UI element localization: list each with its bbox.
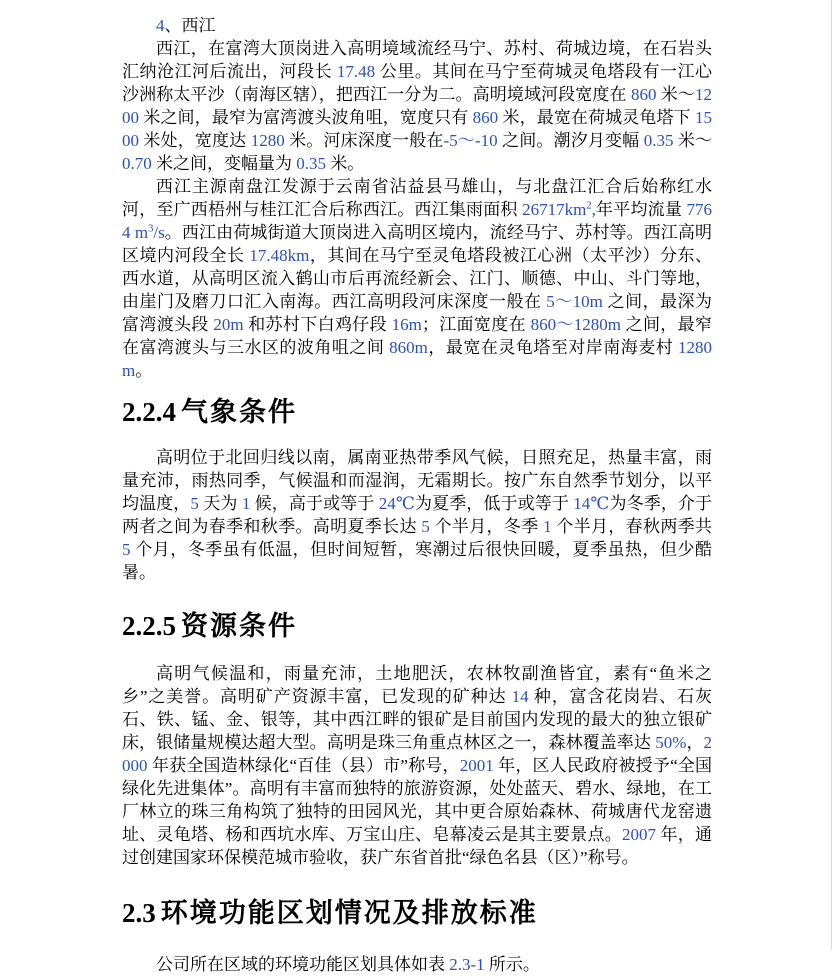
list-item-4-xijiang (122, 14, 712, 37)
text-run-latin: 7764 m (122, 200, 713, 242)
text-run-latin: /s (153, 223, 165, 242)
text-run: 之间，最深为富湾渡头段 (122, 292, 713, 334)
text-run-latin: 0.35 (643, 131, 674, 150)
text-run-latin: 1 (543, 517, 552, 536)
text-run: 高明位于北回归线以南，属南亚热带季风气候，日照充足，热量丰富，雨量充沛，雨热同季，气候温和而湿润，无霜期长。按广东自然季节划分，以平均温度， (122, 448, 712, 513)
text-run-latin: 0.35 (296, 154, 326, 173)
text-run: 年平均流量 (595, 200, 687, 219)
section-heading-2-2-5 (122, 610, 712, 642)
text-run: 和苏村下白鸡仔段 (243, 315, 392, 334)
text-run: 气象条件 (181, 397, 297, 427)
text-run-latin: 5 (190, 494, 199, 513)
text-run: 之间。潮汐月变幅 (497, 131, 644, 150)
text-run-latin: 1500 (122, 108, 713, 150)
text-run-hnum: 2.2.5 (122, 611, 176, 641)
text-run: 公司所在区域的环境功能区划具体如表 (156, 955, 450, 974)
text-run: 资源条件 (181, 611, 297, 641)
text-run: 米～ (656, 85, 696, 104)
text-run-latin: 860～1280m (530, 315, 621, 334)
text-run: ；江面宽度在 (421, 315, 531, 334)
text-run: 个半月，春秋两季共 (551, 517, 713, 536)
text-run: 公里。其间在马宁至荷城灵龟塔段有一江心沙洲称太平沙（南海区辖），把西江一分为二。高明境域河段宽度在 (122, 62, 713, 104)
text-run-latin: 17.48 (336, 62, 376, 81)
text-run: 候，高于或等于 (250, 494, 379, 513)
paragraph-climate-conditions (122, 446, 712, 584)
text-run: 米处，宽度达 (139, 131, 251, 150)
text-run-latin: 2.3-1 (449, 955, 485, 974)
text-run-latin: 2007 (622, 825, 657, 844)
text-run-hnum: 2.3 (122, 898, 156, 928)
text-run: 米～ (673, 131, 713, 150)
text-run: 西江，在富湾大顶岗进入高明境域流经马宁、苏村、荷城边境，在石岩头汇纳沧江河后流出，河段长 (122, 39, 712, 81)
text-run: 年，通过创建国家环保模范城市验收，获广东省首批“绿色名县（区）”称号。 (122, 825, 713, 867)
text-run: ，其间在马宁至灵龟塔段被江心洲（太平沙）分东、西水道，从高明区流入鹤山市后再流经新会、江门、顺德、中山、斗门等地，由崖门及磨刀口汇入南海。西江高明段河床深度一般在 (122, 246, 713, 311)
text-run-latin: 5 (122, 540, 131, 559)
text-run-latin: 5～10m (546, 292, 603, 311)
text-run-hnum: 2.2.4 (122, 397, 176, 427)
text-run-latin: 50% (655, 733, 687, 752)
text-run-latin: 14℃ (573, 494, 610, 513)
text-run: 、西江 (164, 16, 216, 35)
text-run: 为夏季，低于或等于 (415, 494, 574, 513)
text-run-latin: 20m (213, 315, 244, 334)
text-run-latin: 860 (630, 85, 657, 104)
text-run: 米。河床深度一般在 (284, 131, 444, 150)
text-run-latin: 2001 (459, 756, 494, 775)
text-run: 种，富含花岗岩、石灰石、铁、锰、金、银等，其中西江畔的银矿是目前国内发现的最大的独立银矿床，银储量规模达超大型。高明是珠三角重点林区之一，森林覆盖率达 (122, 687, 712, 752)
text-run-sup: 2 (586, 200, 592, 212)
section-heading-2-2-4 (122, 396, 712, 428)
text-run-latin: 2000 (122, 733, 713, 775)
text-run-latin: 1280m (122, 338, 713, 380)
text-run: 米。 (326, 154, 365, 173)
text-run: ，最宽在灵龟塔至对岸南海麦村 (427, 338, 679, 357)
paragraph-resource-conditions (122, 662, 712, 869)
text-run-latin: 1280 (250, 131, 285, 150)
text-run: 天为 (198, 494, 242, 513)
text-run: ， (686, 733, 704, 752)
text-run: 环境功能区划情况及排放标准 (160, 898, 538, 928)
page-right-edge-line (831, 0, 832, 949)
text-run: 高明气候温和，雨量充沛，土地肥沃，农林牧副渔皆宜，素有“鱼米之乡”之美誉。高明矿产资源丰富，已发现的矿种达 (122, 664, 712, 706)
text-run: 米之间，最窄为富湾渡头波角咀，宽度只有 (139, 108, 473, 127)
text-run-latin: 24℃ (378, 494, 415, 513)
text-run-latin: 1200 (122, 85, 713, 127)
text-run: 之间，最窄在富湾渡头与三水区的波角咀之间 (122, 315, 713, 357)
paragraph-zoning-intro (122, 953, 712, 976)
text-run-latin: 5 (421, 517, 430, 536)
text-run: 为冬季，介于两者之间为春季和秋季。高明夏季长达 (122, 494, 713, 536)
paragraph-xijiang-overview (122, 37, 712, 175)
text-run-latin: 14 (511, 687, 529, 706)
text-run: 米之间，变幅量为 (151, 154, 297, 173)
text-run-latin: -5～-10 (443, 131, 498, 150)
section-heading-2-3 (122, 897, 712, 929)
text-run-latin: 16m (391, 315, 422, 334)
text-run-latin: 860 (472, 108, 499, 127)
text-run: 。西江由荷城街道大顶岗进入高明区境内，流经马宁、苏村等。西江高明区境内河段全长 (122, 223, 712, 265)
text-run-sup: 3 (148, 223, 154, 235)
text-run-latin: 1 (241, 494, 251, 513)
text-run-latin: , (591, 200, 596, 219)
text-run-latin: 860m (389, 338, 428, 357)
text-run: 。 (135, 361, 153, 380)
text-run: 年，区人民政府被授予“全国绿化先进集体”。高明有丰富而独特的旅游资源，处处蓝天、碧水、绿地，在工厂林立的珠三角构筑了独特的田园风光，其中更合原始森林、荷城唐代龙窑遗址、灵龟塔、杨和西坑水库、万宝山庄、皂幕凌云是其主要景点。 (122, 756, 713, 844)
paragraph-xijiang-source (122, 175, 712, 382)
text-run-latin: 17.48km (249, 246, 310, 265)
text-run: 米，最宽在荷城灵龟塔下 (498, 108, 696, 127)
text-run-latin: 26717km (522, 200, 587, 219)
text-run: 所示。 (484, 955, 540, 974)
text-run: 西江主源南盘江发源于云南省沾益县马雄山，与北盘江汇合后始称红水河，至广西梧州与桂江汇合后称西江。西江集雨面积 (122, 177, 712, 219)
text-run: 个半月，冬季 (429, 517, 544, 536)
text-run: 年获全国造林绿化“百佳（县）市”称号， (147, 756, 460, 775)
text-run-latin: 4 (156, 16, 165, 35)
text-run: 个月，冬季虽有低温，但时间短暂，寒潮过后很快回暖，夏季虽热，但少酷暑。 (122, 540, 712, 582)
text-run-latin: 0.70 (122, 154, 152, 173)
